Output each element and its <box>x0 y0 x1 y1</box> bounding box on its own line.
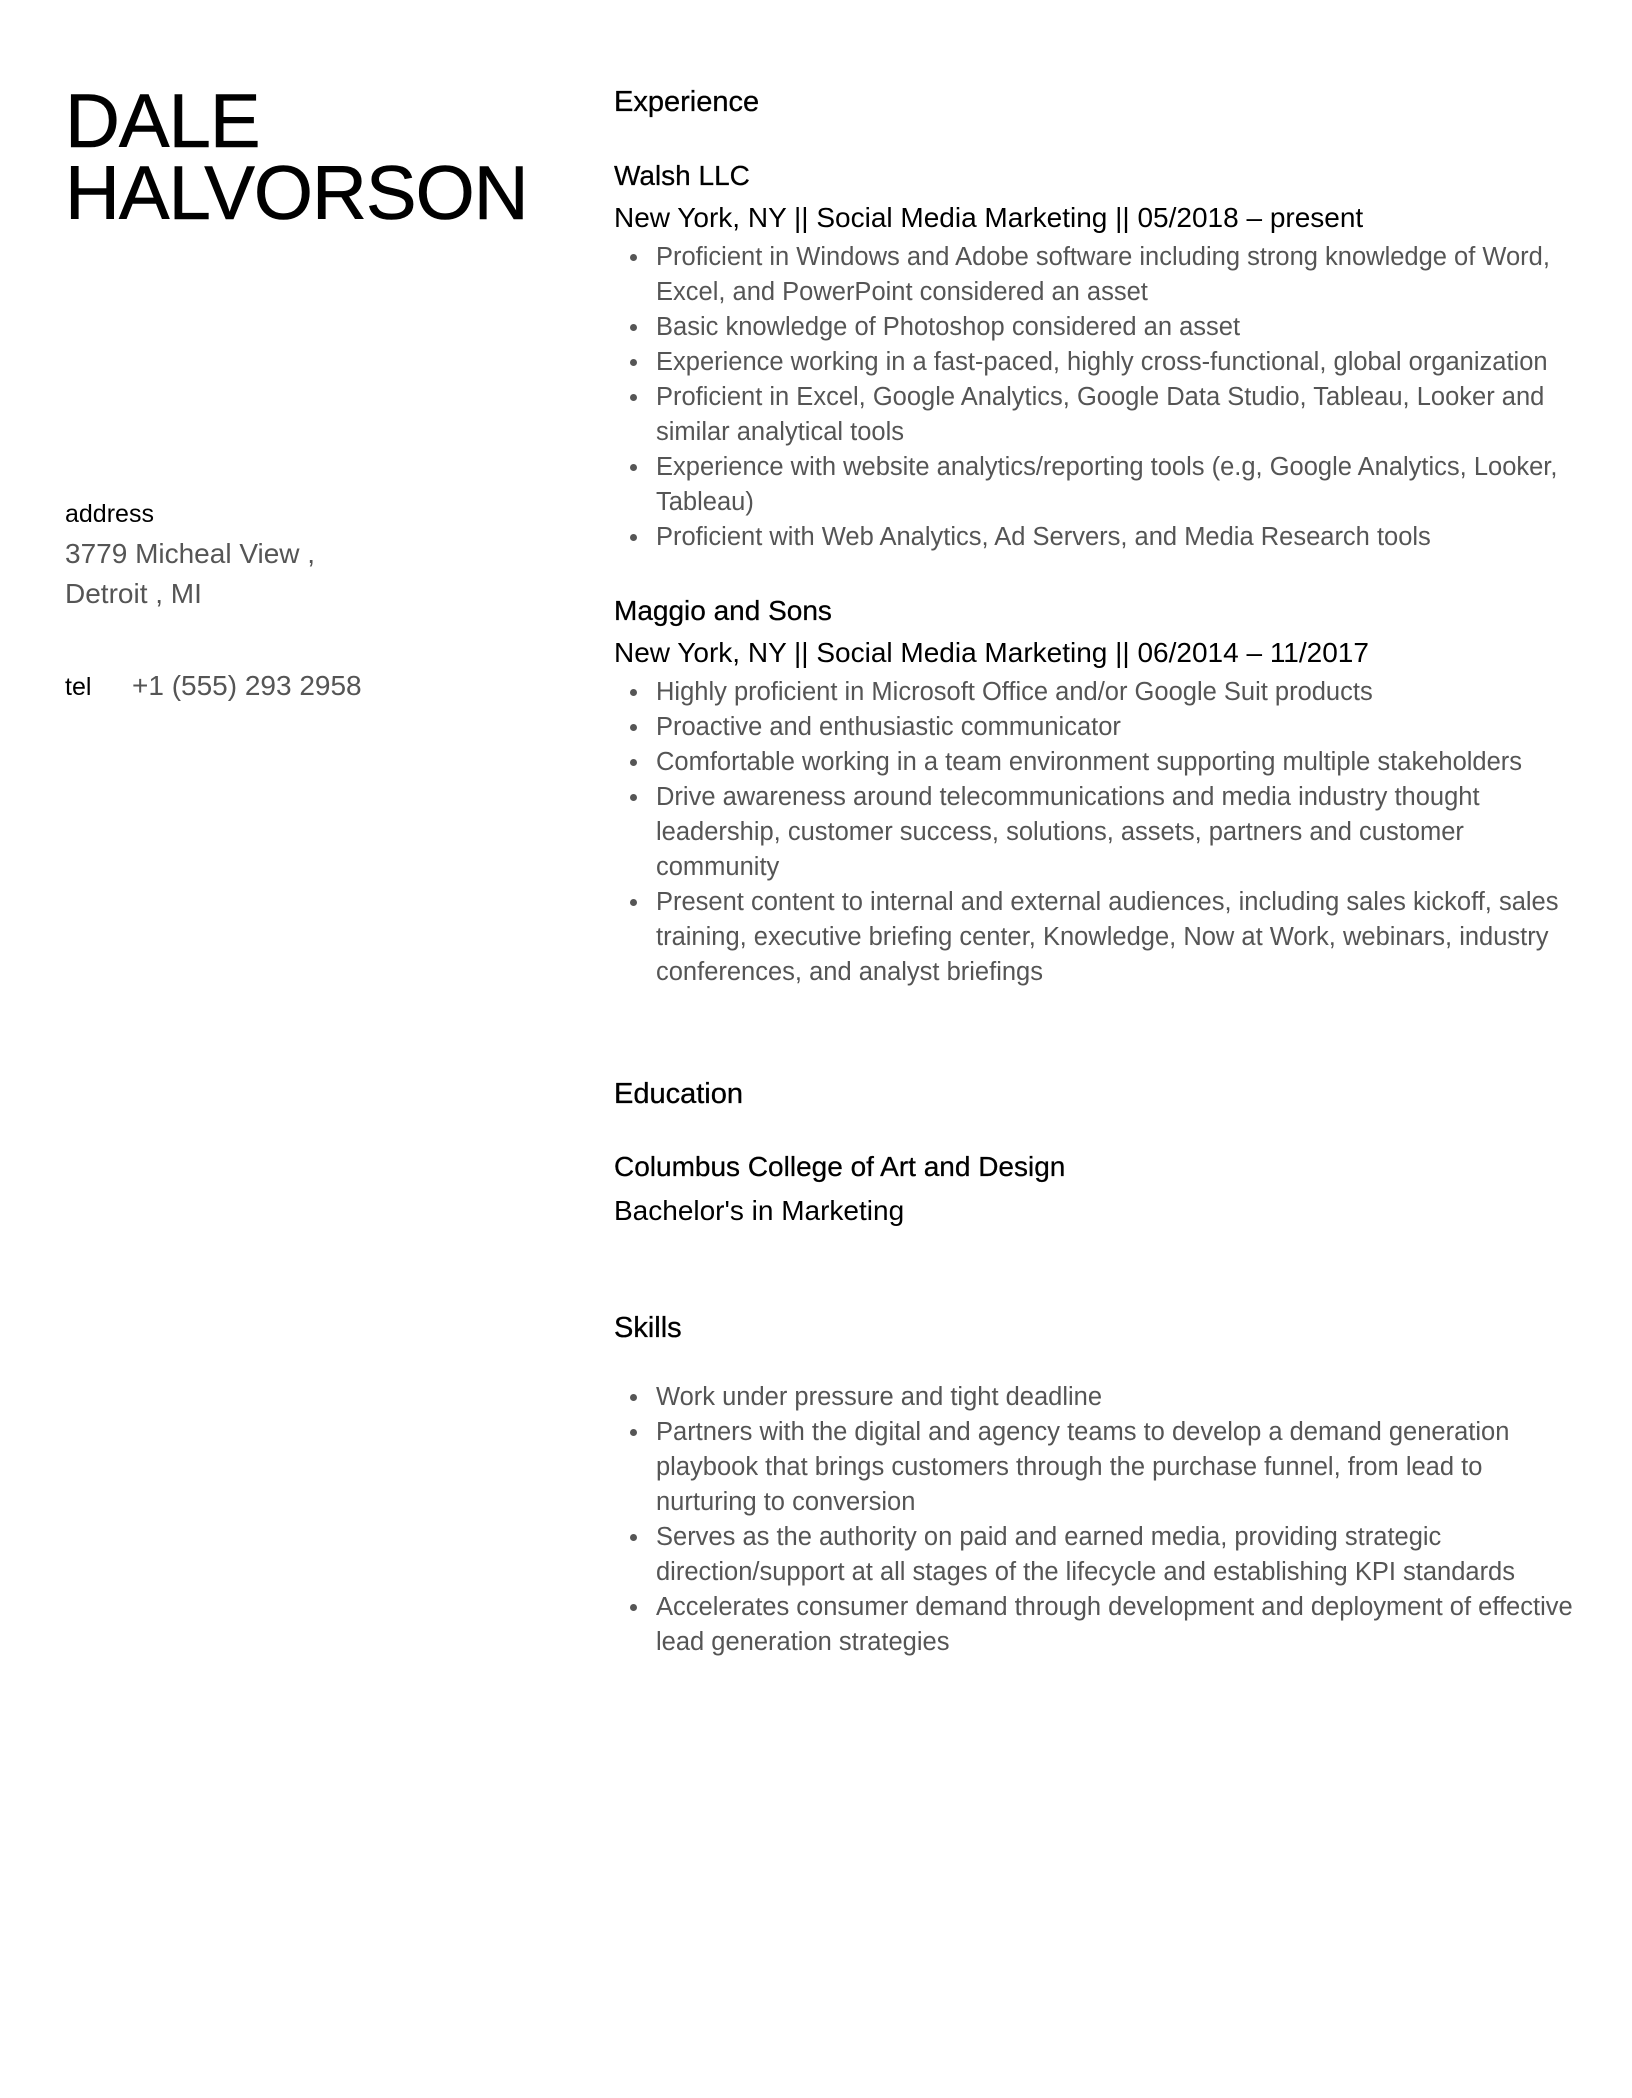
list-item-text: Present content to internal and external audiences, including sales kickoff, sales training, executive briefing center, Knowledge, Now at Work, webinars, industry conferences, and analyst briefings <box>656 888 1559 986</box>
skills-list <box>614 1380 1574 1660</box>
list-item <box>614 240 1574 310</box>
job-entry <box>614 591 1574 990</box>
bullet-icon <box>630 1429 637 1436</box>
list-item-text: Experience working in a fast-paced, highly cross-functional, global organization <box>656 348 1548 376</box>
list-item <box>614 1380 1574 1415</box>
experience-title: Experience <box>614 86 760 118</box>
bullet-icon <box>630 534 637 541</box>
main-content <box>614 80 1574 1660</box>
job-bullets <box>614 240 1574 555</box>
job-meta: New York, NY || Social Media Marketing || 05/2018 – present <box>614 202 1364 233</box>
list-item <box>614 520 1574 555</box>
experience-section <box>614 80 1574 990</box>
education-section <box>614 1072 1574 1234</box>
bullet-icon <box>630 899 637 906</box>
address-line-1: 3779 Micheal View , <box>65 538 316 569</box>
job-bullets <box>614 675 1574 990</box>
list-item-text: Basic knowledge of Photoshop considered an asset <box>656 313 1241 341</box>
bullet-icon <box>630 254 637 261</box>
telephone-row <box>65 666 545 706</box>
list-item-text: Drive awareness around telecommunications and media industry thought leadership, customer success, solutions, assets, partners and customer community <box>656 783 1480 881</box>
list-item-text: Proficient in Windows and Adobe software including strong knowledge of Word, Excel, and PowerPoint considered an asset <box>656 243 1550 306</box>
job-meta: New York, NY || Social Media Marketing || 06/2014 – 11/2017 <box>614 637 1369 668</box>
bullet-icon <box>630 464 637 471</box>
school-name: Columbus College of Art and Design <box>614 1151 1066 1182</box>
contact-block <box>65 496 545 706</box>
skills-title: Skills <box>614 1312 682 1344</box>
bullet-icon <box>630 759 637 766</box>
address-label: address <box>65 500 154 528</box>
list-item <box>614 310 1574 345</box>
education-title: Education <box>614 1078 743 1110</box>
list-item <box>614 450 1574 520</box>
candidate-name <box>65 79 545 236</box>
tel-label: tel <box>65 673 92 701</box>
education-entry <box>614 1146 1574 1234</box>
list-item-text: Proficient in Excel, Google Analytics, Google Data Studio, Tableau, Looker and similar analytical tools <box>656 383 1545 446</box>
address <box>65 534 545 614</box>
list-item <box>614 1520 1574 1590</box>
list-item <box>614 675 1574 710</box>
degree: Bachelor's in Marketing <box>614 1195 905 1226</box>
list-item <box>614 1590 1574 1660</box>
skills-section <box>614 1306 1574 1660</box>
resume-header <box>65 79 545 236</box>
list-item-text: Work under pressure and tight deadline <box>656 1383 1103 1411</box>
bullet-icon <box>630 1394 637 1401</box>
bullet-icon <box>630 794 637 801</box>
bullet-icon <box>630 394 637 401</box>
job-company: Maggio and Sons <box>614 595 832 626</box>
job-entry <box>614 156 1574 555</box>
list-item-text: Comfortable working in a team environment supporting multiple stakeholders <box>656 748 1523 776</box>
list-item-text: Accelerates consumer demand through development and deployment of effective lead generation strategies <box>656 1593 1573 1656</box>
list-item <box>614 710 1574 745</box>
bullet-icon <box>630 1534 637 1541</box>
address-line-2: Detroit , MI <box>65 578 202 609</box>
bullet-icon <box>630 724 637 731</box>
list-item-text: Proactive and enthusiastic communicator <box>656 713 1121 741</box>
list-item <box>614 1415 1574 1520</box>
list-item-text: Highly proficient in Microsoft Office and/or Google Suit products <box>656 678 1373 706</box>
last-name: HALVORSON <box>65 151 528 236</box>
list-item <box>614 380 1574 450</box>
bullet-icon <box>630 1604 637 1611</box>
list-item <box>614 345 1574 380</box>
list-item-text: Experience with website analytics/reporting tools (e.g, Google Analytics, Looker, Tableau) <box>656 453 1558 516</box>
list-item <box>614 885 1574 990</box>
first-name: DALE <box>65 79 260 164</box>
list-item-text: Serves as the authority on paid and earned media, providing strategic direction/support at all stages of the lifecycle and establishing KPI standards <box>656 1523 1515 1586</box>
list-item-text: Partners with the digital and agency teams to develop a demand generation playbook that brings customers through the purchase funnel, from lead to nurturing to conversion <box>656 1418 1510 1516</box>
tel-value: +1 (555) 293 2958 <box>132 670 362 701</box>
bullet-icon <box>630 324 637 331</box>
bullet-icon <box>630 689 637 696</box>
job-company: Walsh LLC <box>614 160 750 191</box>
list-item <box>614 745 1574 780</box>
list-item <box>614 780 1574 885</box>
bullet-icon <box>630 359 637 366</box>
list-item-text: Proficient with Web Analytics, Ad Servers, and Media Research tools <box>656 523 1431 551</box>
